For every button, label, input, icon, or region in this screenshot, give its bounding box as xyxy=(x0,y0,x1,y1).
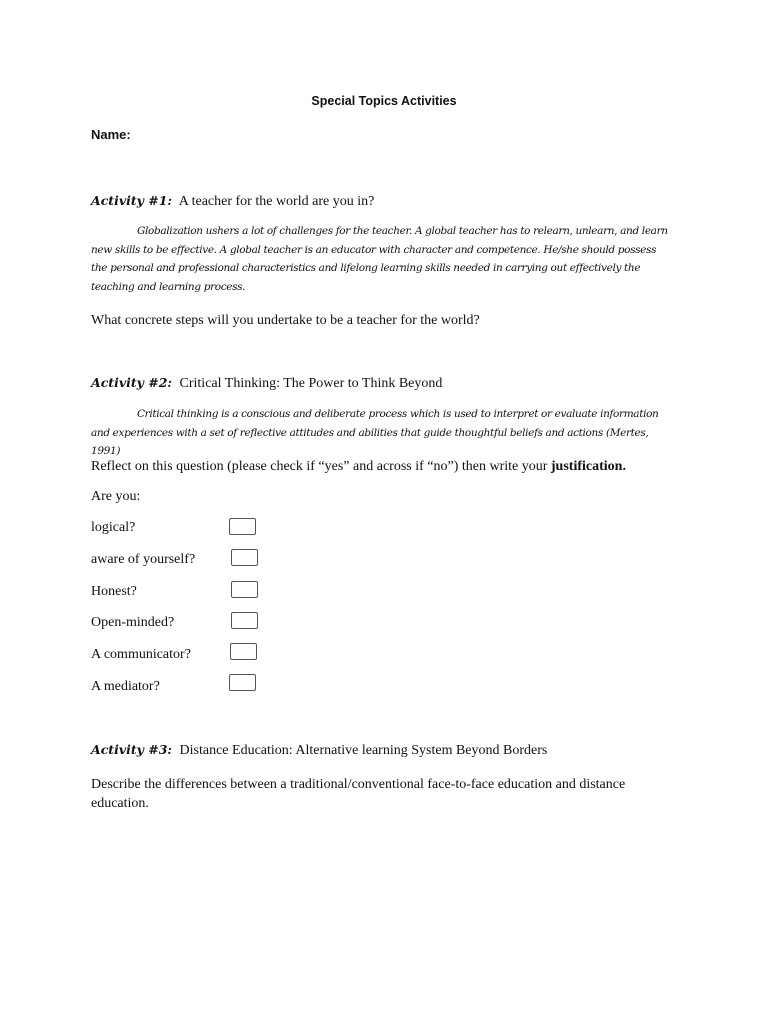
checkbox-logical[interactable] xyxy=(229,518,256,535)
activity-1-label: Activity #1: xyxy=(91,193,173,208)
activity-2-instruction xyxy=(91,457,711,476)
checkbox-communicator[interactable] xyxy=(230,643,257,660)
activity-1-description: Globalization ushers a lot of challenges for the teacher. A global teacher has to relearn, unlearn, and learn new skills to be effective. A global teacher is an educator with character and competence. He/she should possess the personal and professional characteristics and lifelong learning skills needed in carrying out effectively the teaching and learning process. xyxy=(91,225,668,293)
activity-2-label: Activity #2: xyxy=(91,375,173,390)
activity-3-title: Distance Education: Alternative learning System Beyond Borders xyxy=(179,743,548,758)
activity-1-title: A teacher for the world are you in? xyxy=(178,194,375,209)
activity-2-title: Critical Thinking: The Power to Think Beyond xyxy=(179,376,443,391)
instruction-text: Reflect on this question (please check if “yes” and across if “no”) then write your xyxy=(91,459,551,474)
checklist-item-label: Open-minded? xyxy=(91,615,175,630)
checklist-item-label: Honest? xyxy=(91,584,137,599)
activity-3-question: Describe the differences between a traditional/conventional face-to-face education and distance education. xyxy=(91,777,626,811)
checkbox-honest[interactable] xyxy=(231,581,258,598)
activity-2-description: Critical thinking is a conscious and deliberate process which is used to interpret or evaluate information and experiences with a set of reflective attitudes and abilities that guide thoughtful beliefs and actions (Mertes, 1991) xyxy=(91,408,659,457)
checkbox-aware-of-yourself[interactable] xyxy=(231,549,258,566)
checklist-item-label: A mediator? xyxy=(91,679,160,694)
instruction-emphasis: justification. xyxy=(550,459,626,474)
activity-3-label: Activity #3: xyxy=(91,742,173,757)
checklist-item-label: logical? xyxy=(91,520,136,535)
checklist-item-label: aware of yourself? xyxy=(91,552,196,567)
are-you-label: Are you: xyxy=(91,489,141,504)
activity-1-heading xyxy=(91,193,374,210)
checkbox-open-minded[interactable] xyxy=(231,612,258,629)
name-label: Name: xyxy=(91,127,131,142)
checkbox-mediator[interactable] xyxy=(229,674,256,691)
activity-3-heading xyxy=(91,742,547,759)
activity-2-heading xyxy=(91,375,442,392)
page-title: Special Topics Activities xyxy=(311,94,457,108)
checklist-item-label: A communicator? xyxy=(91,647,191,662)
activity-1-question: What concrete steps will you undertake to be a teacher for the world? xyxy=(91,313,480,328)
